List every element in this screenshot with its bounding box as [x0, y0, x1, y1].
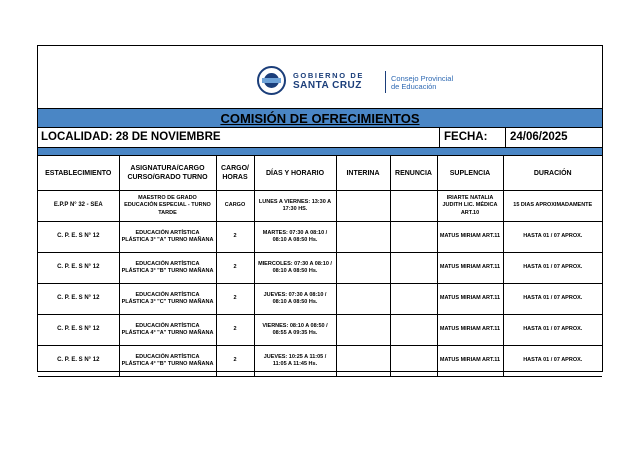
- column-header: DURACIÓN: [503, 156, 602, 191]
- consejo-logo-text: [391, 75, 453, 91]
- government-logo-text: [293, 72, 364, 91]
- document-title: COMISIÓN DE OFRECIMIENTOS: [220, 111, 420, 126]
- table-cell: [336, 315, 390, 346]
- column-header: ASIGNATURA/CARGO CURSO/GRADO TURNO: [119, 156, 216, 191]
- table-cell: MATUS MIRIAM ART.11: [437, 315, 503, 346]
- localidad-label: LOCALIDAD: 28 DE NOVIEMBRE: [41, 131, 221, 143]
- logo-divider: [385, 71, 386, 93]
- table-cell: C. P. E. S N° 12: [38, 222, 119, 253]
- table-cell: JUEVES: 10:25 A 11:05 / 11:05 A 11:45 Hs.: [254, 346, 336, 377]
- table-cell: MIERCOLES: 07:30 A 08:10 / 08:10 A 08:50 Hs.: [254, 253, 336, 284]
- column-header: SUPLENCIA: [437, 156, 503, 191]
- fecha-label: FECHA:: [439, 128, 505, 147]
- table-cell: HASTA 01 / 07 APROX.: [503, 284, 602, 315]
- table-cell: 2: [216, 253, 254, 284]
- table-row: [38, 191, 602, 222]
- table-cell: 2: [216, 346, 254, 377]
- table-header-row: [38, 156, 602, 191]
- table-cell: [336, 284, 390, 315]
- table-cell: MATUS MIRIAM ART.11: [437, 253, 503, 284]
- table-row: [38, 284, 602, 315]
- table-cell: 15 DIAS APROXIMADAMENTE: [503, 191, 602, 222]
- gov-line2: SANTA CRUZ: [293, 80, 362, 91]
- table-cell: JUEVES: 07:30 A 08:10 / 08:10 A 08:50 Hs.: [254, 284, 336, 315]
- table-cell: E.P.P N° 32 - SEA: [38, 191, 119, 222]
- table-cell: C. P. E. S N° 12: [38, 346, 119, 377]
- gov-line1: GOBIERNO DE: [293, 71, 364, 80]
- table-cell: [390, 284, 437, 315]
- table-cell: EDUCACIÓN ARTÍSTICA PLÁSTICA 4° "B" TURNO MAÑANA: [119, 346, 216, 377]
- offers-table: [38, 156, 602, 377]
- consejo-line1: Consejo Provincial: [391, 74, 454, 83]
- province-seal-icon: [257, 66, 286, 95]
- table-cell: [390, 222, 437, 253]
- table-cell: C. P. E. S N° 12: [38, 253, 119, 284]
- table-cell: [336, 191, 390, 222]
- table-cell: 2: [216, 222, 254, 253]
- table-cell: MATUS MIRIAM ART.11: [437, 222, 503, 253]
- table-row: [38, 222, 602, 253]
- table-cell: 2: [216, 315, 254, 346]
- table-cell: [336, 346, 390, 377]
- table-cell: [390, 346, 437, 377]
- table-cell: [390, 315, 437, 346]
- table-cell: EDUCACIÓN ARTÍSTICA PLÁSTICA 3° "B" TURNO MAÑANA: [119, 253, 216, 284]
- column-header: DÍAS Y HORARIO: [254, 156, 336, 191]
- title-bar: [38, 108, 602, 128]
- table-row: [38, 315, 602, 346]
- column-header: CARGO/ HORAS: [216, 156, 254, 191]
- column-header: ESTABLECIMIENTO: [38, 156, 119, 191]
- table-cell: [390, 253, 437, 284]
- table-cell: HASTA 01 / 07 APROX.: [503, 315, 602, 346]
- header-logo-area: [38, 46, 602, 108]
- table-row: [38, 253, 602, 284]
- document-sheet: [37, 45, 603, 372]
- table-cell: EDUCACIÓN ARTÍSTICA PLÁSTICA 3° "A" TURNO MAÑANA: [119, 222, 216, 253]
- table-cell: EDUCACIÓN ARTÍSTICA PLÁSTICA 4° "A" TURNO MAÑANA: [119, 315, 216, 346]
- table-cell: C. P. E. S N° 12: [38, 315, 119, 346]
- table-cell: [390, 191, 437, 222]
- table-cell: HASTA 01 / 07 APROX.: [503, 346, 602, 377]
- localidad-row: [38, 128, 602, 148]
- table-cell: [336, 253, 390, 284]
- table-cell: MARTES: 07:30 A 08:10 / 08:10 A 08:50 Hs.: [254, 222, 336, 253]
- table-cell: 2: [216, 284, 254, 315]
- table-cell: HASTA 01 / 07 APROX.: [503, 222, 602, 253]
- column-header: RENUNCIA: [390, 156, 437, 191]
- table-cell: MATUS MIRIAM ART.11: [437, 346, 503, 377]
- table-cell: [336, 222, 390, 253]
- consejo-line2: de Educación: [391, 82, 437, 91]
- table-row: [38, 346, 602, 377]
- table-cell: CARGO: [216, 191, 254, 222]
- table-cell: MATUS MIRIAM ART.11: [437, 284, 503, 315]
- table-cell: IRIARTE NATALIA JUDITH LIC. MÉDICA ART.10: [437, 191, 503, 222]
- table-cell: EDUCACIÓN ARTÍSTICA PLÁSTICA 3° "C" TURNO MAÑANA: [119, 284, 216, 315]
- blue-separator: [38, 148, 602, 156]
- table-cell: VIERNES: 08:10 A 08:50 / 08:55 A 09:35 Hs.: [254, 315, 336, 346]
- table-cell: C. P. E. S N° 12: [38, 284, 119, 315]
- column-header: INTERINA: [336, 156, 390, 191]
- table-cell: HASTA 01 / 07 APROX.: [503, 253, 602, 284]
- fecha-value: 24/06/2025: [505, 128, 602, 147]
- table-cell: MAESTRO DE GRADO EDUCACIÓN ESPECIAL - TURNO TARDE: [119, 191, 216, 222]
- table-cell: LUNES A VIERNES: 13:30 A 17:30 HS.: [254, 191, 336, 222]
